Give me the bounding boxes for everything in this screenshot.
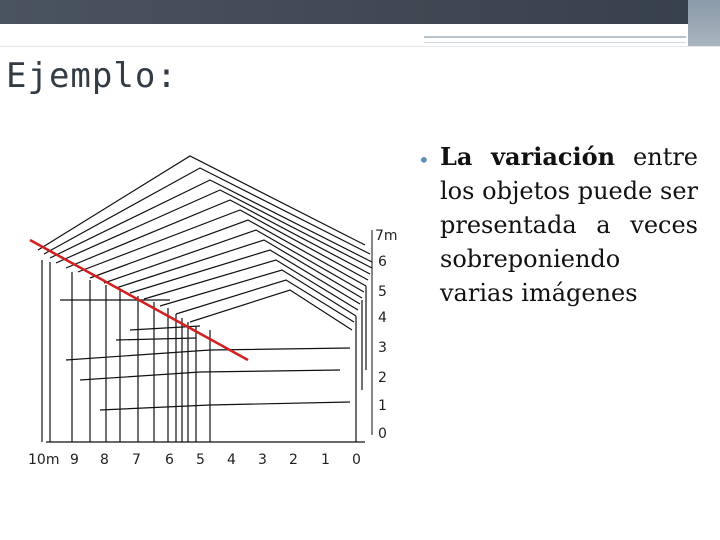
right-tick-label: 0 (378, 426, 387, 442)
right-tick-label: 5 (378, 284, 387, 300)
header-rule (424, 36, 686, 38)
top-band (0, 0, 720, 24)
bottom-scale-labels (28, 452, 361, 468)
right-tick-label: 2 (378, 370, 387, 386)
bullet-bold-text: La variación (440, 142, 616, 171)
right-tick-label: 7m (375, 228, 398, 244)
bullet-text-block (418, 140, 698, 310)
bottom-tick-label: 6 (165, 452, 174, 468)
right-scale-labels (375, 228, 398, 442)
right-tick-label: 3 (378, 340, 387, 356)
bottom-tick-label: 4 (227, 452, 236, 468)
right-tick-label: 6 (378, 254, 387, 270)
bullet-rest-text: entre los objetos puede ser presentada a veces sobreponiendo varias imágenes (440, 143, 699, 307)
bullet-icon: • (418, 148, 430, 172)
slide-title: Ejemplo: (6, 56, 178, 96)
bottom-tick-label: 5 (196, 452, 205, 468)
bottom-tick-label: 7 (132, 452, 141, 468)
bottom-tick-label: 1 (321, 452, 330, 468)
bottom-tick-label: 0 (352, 452, 361, 468)
bottom-tick-label: 2 (289, 452, 298, 468)
bottom-tick-label: 9 (70, 452, 79, 468)
right-tick-label: 4 (378, 310, 387, 326)
bullet-text (440, 140, 698, 310)
right-tick-label: 1 (378, 398, 387, 414)
header-divider (0, 46, 720, 47)
bottom-tick-label: 10m (28, 452, 60, 468)
bottom-tick-label: 3 (258, 452, 267, 468)
overlaid-house-sections-figure (20, 150, 410, 475)
header-rule-thin (424, 42, 686, 43)
top-band-accent (688, 0, 720, 46)
house-outlines (38, 156, 372, 442)
bottom-tick-label: 8 (100, 452, 109, 468)
